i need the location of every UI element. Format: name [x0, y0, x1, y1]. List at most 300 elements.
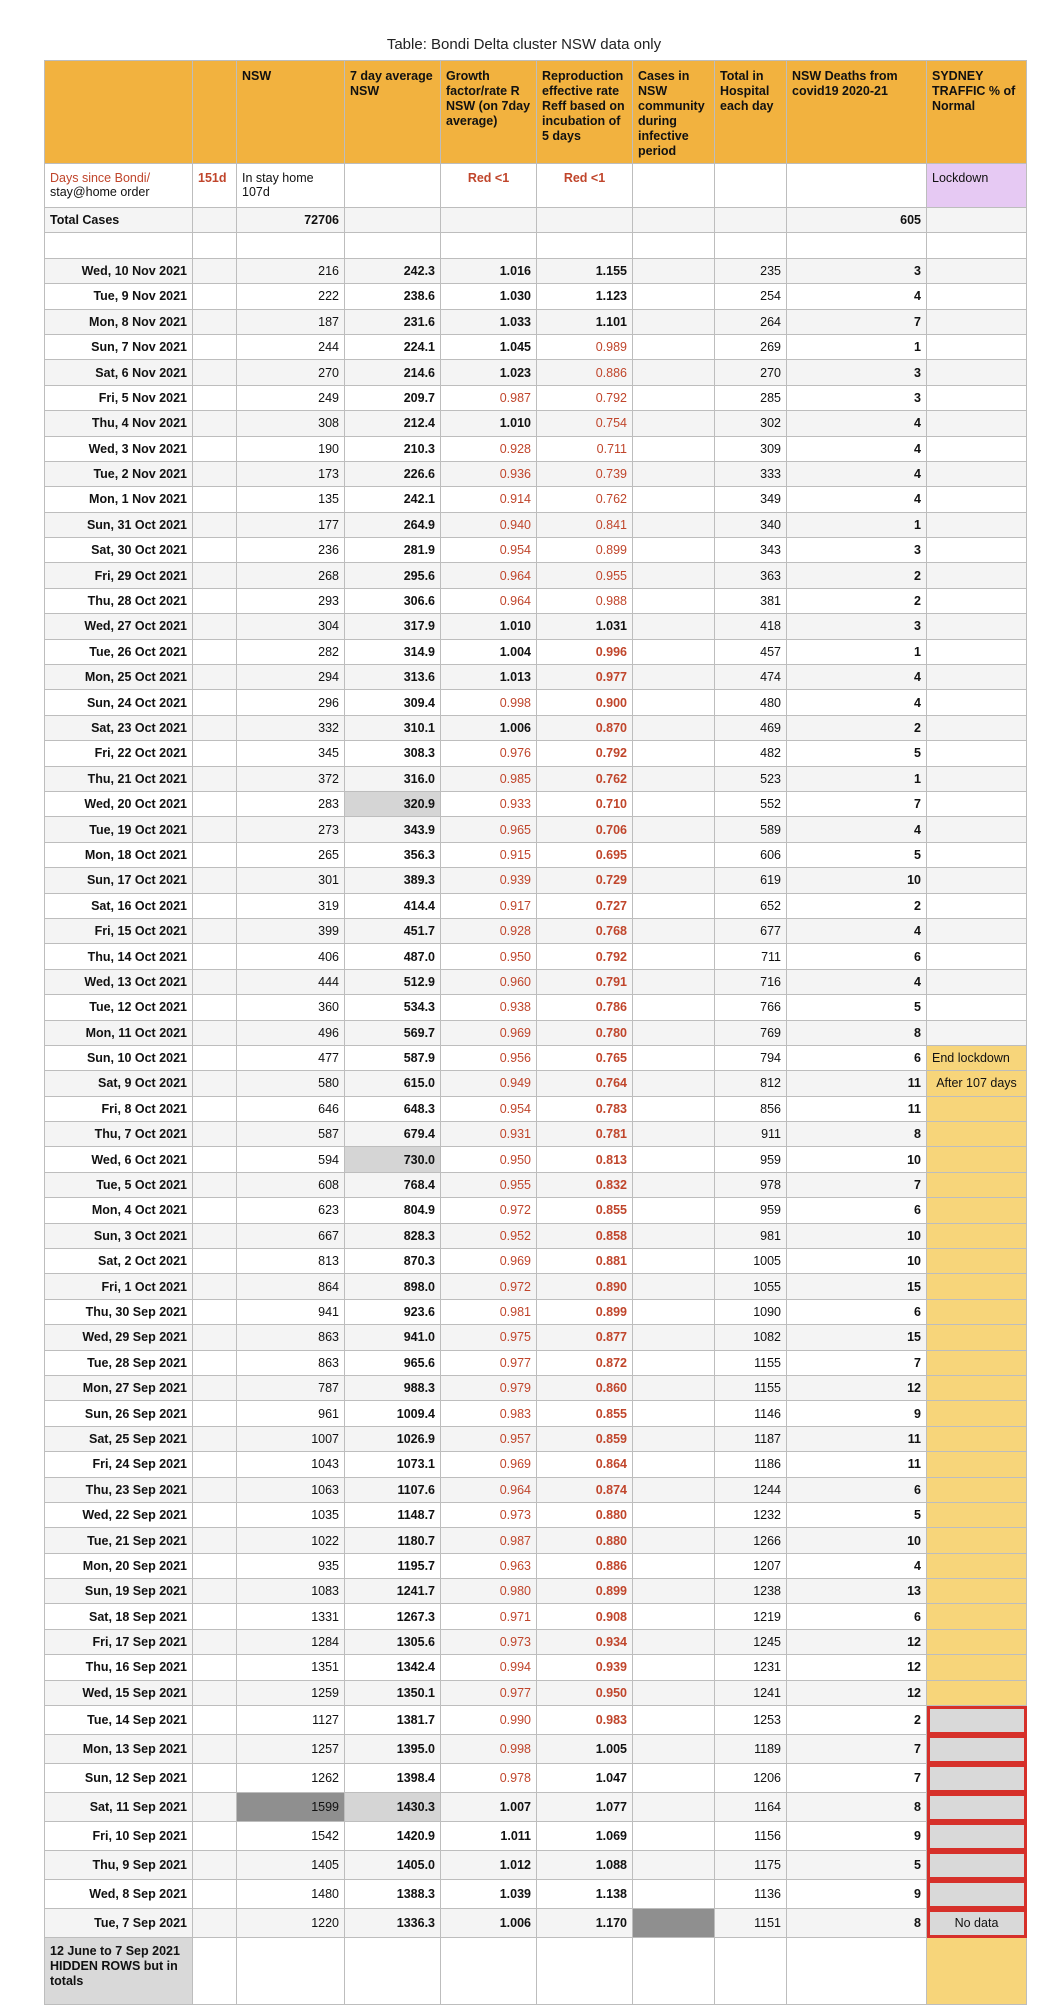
community-cases-cell	[633, 918, 715, 943]
community-cases-cell	[633, 538, 715, 563]
table-row	[45, 893, 1027, 918]
avg-cell: 313.6	[345, 665, 441, 690]
community-cases-cell	[633, 1735, 715, 1764]
date-cell: Mon, 27 Sep 2021	[45, 1375, 193, 1400]
community-cases-cell	[633, 1426, 715, 1451]
community-cases-cell	[633, 1579, 715, 1604]
traffic-cell	[927, 1198, 1027, 1223]
deaths-cell: 7	[787, 1350, 927, 1375]
community-cases-cell	[633, 588, 715, 613]
hospital-cell: 552	[715, 791, 787, 816]
nsw-cases-cell: 1259	[237, 1680, 345, 1705]
header-date	[45, 61, 193, 164]
date-cell: Thu, 4 Nov 2021	[45, 411, 193, 436]
table-row	[45, 563, 1027, 588]
community-cases-cell	[633, 411, 715, 436]
community-cases-cell	[633, 1629, 715, 1654]
reff-cell: 0.710	[537, 791, 633, 816]
deaths-cell: 5	[787, 1851, 927, 1880]
hospital-cell: 812	[715, 1071, 787, 1096]
traffic-cell	[927, 284, 1027, 309]
blank-cell	[193, 411, 237, 436]
date-cell: Fri, 22 Oct 2021	[45, 741, 193, 766]
avg-cell: 209.7	[345, 385, 441, 410]
growth-cell: 0.954	[441, 538, 537, 563]
table-row	[45, 1735, 1027, 1764]
hospital-cell: 343	[715, 538, 787, 563]
nsw-cases-cell: 216	[237, 258, 345, 283]
table-row	[45, 1706, 1027, 1735]
avg-cell: 389.3	[345, 868, 441, 893]
growth-cell: 1.033	[441, 309, 537, 334]
traffic-cell	[927, 1604, 1027, 1629]
growth-cell: 0.994	[441, 1655, 537, 1680]
date-cell: Sun, 7 Nov 2021	[45, 334, 193, 359]
traffic-cell	[927, 1172, 1027, 1197]
date-cell: Wed, 13 Oct 2021	[45, 969, 193, 994]
avg-cell: 242.1	[345, 487, 441, 512]
blank-cell	[193, 538, 237, 563]
growth-cell: 0.973	[441, 1629, 537, 1654]
hospital-cell: 1151	[715, 1909, 787, 1938]
nsw-cases-cell: 1043	[237, 1452, 345, 1477]
avg-cell: 214.6	[345, 360, 441, 385]
traffic-cell	[927, 1452, 1027, 1477]
days-since-rest: stay@home order	[50, 185, 150, 199]
blank-cell	[193, 1122, 237, 1147]
date-cell: Thu, 9 Sep 2021	[45, 1851, 193, 1880]
reff-cell: 0.880	[537, 1502, 633, 1527]
total-label: Total Cases	[45, 208, 193, 233]
date-cell: Wed, 6 Oct 2021	[45, 1147, 193, 1172]
growth-cell: 0.954	[441, 1096, 537, 1121]
avg-cell: 314.9	[345, 639, 441, 664]
blank-cell	[193, 1045, 237, 1070]
reff-cell: 0.792	[537, 741, 633, 766]
hospital-cell: 911	[715, 1122, 787, 1147]
nsw-cases-cell: 187	[237, 309, 345, 334]
hospital-cell: 270	[715, 360, 787, 385]
deaths-cell: 1	[787, 639, 927, 664]
date-cell: Tue, 28 Sep 2021	[45, 1350, 193, 1375]
reff-cell: 0.762	[537, 487, 633, 512]
date-cell: Thu, 23 Sep 2021	[45, 1477, 193, 1502]
nsw-cases-cell: 1542	[237, 1822, 345, 1851]
growth-cell: 1.013	[441, 665, 537, 690]
nsw-cases-cell: 1480	[237, 1880, 345, 1909]
reff-cell: 1.031	[537, 614, 633, 639]
reff-cell: 0.864	[537, 1452, 633, 1477]
blank-cell	[193, 1426, 237, 1451]
deaths-cell: 7	[787, 1764, 927, 1793]
community-cases-cell	[633, 741, 715, 766]
header-nsw: NSW	[237, 61, 345, 164]
hospital-cell: 959	[715, 1198, 787, 1223]
nsw-cases-cell: 319	[237, 893, 345, 918]
deaths-cell: 11	[787, 1452, 927, 1477]
hospital-cell: 264	[715, 309, 787, 334]
community-cases-cell	[633, 1045, 715, 1070]
table-row	[45, 1604, 1027, 1629]
hospital-cell: 269	[715, 334, 787, 359]
reff-cell: 1.101	[537, 309, 633, 334]
table-row	[45, 791, 1027, 816]
growth-cell: 1.004	[441, 639, 537, 664]
avg-cell: 1430.3	[345, 1793, 441, 1822]
table-row	[45, 258, 1027, 283]
nsw-cases-cell: 236	[237, 538, 345, 563]
growth-cell: 0.987	[441, 385, 537, 410]
community-cases-cell	[633, 791, 715, 816]
hospital-cell: 309	[715, 436, 787, 461]
traffic-cell	[927, 1655, 1027, 1680]
nsw-cases-cell: 608	[237, 1172, 345, 1197]
traffic-cell	[927, 868, 1027, 893]
nsw-cases-cell: 301	[237, 868, 345, 893]
stay-home-note: In stay home 107d	[237, 164, 345, 208]
nsw-cases-cell: 1262	[237, 1764, 345, 1793]
blank-cell	[193, 1528, 237, 1553]
growth-cell: 0.949	[441, 1071, 537, 1096]
avg-cell: 1405.0	[345, 1851, 441, 1880]
table-title: Table: Bondi Delta cluster NSW data only	[386, 36, 662, 53]
blank-cell	[193, 487, 237, 512]
date-cell: Sat, 30 Oct 2021	[45, 538, 193, 563]
blank-cell	[193, 1325, 237, 1350]
growth-cell: 0.969	[441, 1452, 537, 1477]
hospital-cell: 794	[715, 1045, 787, 1070]
hospital-cell: 480	[715, 690, 787, 715]
blank-cell	[193, 1249, 237, 1274]
blank-cell	[193, 1299, 237, 1324]
avg-cell: 679.4	[345, 1122, 441, 1147]
community-cases-cell	[633, 944, 715, 969]
avg-cell: 1381.7	[345, 1706, 441, 1735]
table-row	[45, 1477, 1027, 1502]
date-cell: Sat, 16 Oct 2021	[45, 893, 193, 918]
date-cell: Sun, 19 Sep 2021	[45, 1579, 193, 1604]
avg-cell: 295.6	[345, 563, 441, 588]
growth-cell: 0.931	[441, 1122, 537, 1147]
hospital-cell: 677	[715, 918, 787, 943]
avg-cell: 1388.3	[345, 1880, 441, 1909]
reff-cell: 1.123	[537, 284, 633, 309]
community-cases-cell	[633, 1604, 715, 1629]
date-cell: Thu, 14 Oct 2021	[45, 944, 193, 969]
growth-cell: 0.998	[441, 690, 537, 715]
nsw-cases-cell: 1284	[237, 1629, 345, 1654]
reff-cell: 0.881	[537, 1249, 633, 1274]
traffic-cell	[927, 487, 1027, 512]
date-cell: Tue, 21 Sep 2021	[45, 1528, 193, 1553]
avg-cell: 356.3	[345, 842, 441, 867]
traffic-cell	[927, 360, 1027, 385]
table-row	[45, 1172, 1027, 1197]
reff-cell: 0.899	[537, 1299, 633, 1324]
table-row	[45, 690, 1027, 715]
traffic-cell	[927, 385, 1027, 410]
deaths-cell: 8	[787, 1122, 927, 1147]
nsw-cases-cell: 587	[237, 1122, 345, 1147]
growth-cell: 0.980	[441, 1579, 537, 1604]
traffic-cell	[927, 588, 1027, 613]
reff-cell: 0.988	[537, 588, 633, 613]
deaths-cell: 6	[787, 1477, 927, 1502]
traffic-cell	[927, 538, 1027, 563]
traffic-cell	[927, 411, 1027, 436]
nsw-cases-cell: 332	[237, 715, 345, 740]
table-row	[45, 944, 1027, 969]
blank-cell	[193, 461, 237, 486]
reff-cell: 0.764	[537, 1071, 633, 1096]
date-cell: Wed, 15 Sep 2021	[45, 1680, 193, 1705]
traffic-cell	[927, 1096, 1027, 1121]
growth-cell: 0.917	[441, 893, 537, 918]
avg-cell: 804.9	[345, 1198, 441, 1223]
blank-cell	[193, 1553, 237, 1578]
nsw-cases-cell: 1083	[237, 1579, 345, 1604]
blank-cell	[193, 1020, 237, 1045]
date-cell: Mon, 25 Oct 2021	[45, 665, 193, 690]
header-reff: Reproduction effective rate Reff based on incubation of 5 days	[537, 61, 633, 164]
date-cell: Sun, 24 Oct 2021	[45, 690, 193, 715]
deaths-cell: 7	[787, 1172, 927, 1197]
community-cases-cell	[633, 1680, 715, 1705]
deaths-cell: 9	[787, 1401, 927, 1426]
traffic-cell	[927, 436, 1027, 461]
header-hospital: Total in Hospital each day	[715, 61, 787, 164]
avg-cell: 1148.7	[345, 1502, 441, 1527]
hospital-cell: 1253	[715, 1706, 787, 1735]
community-cases-cell	[633, 284, 715, 309]
traffic-cell	[927, 1629, 1027, 1654]
reff-cell: 0.890	[537, 1274, 633, 1299]
table-row	[45, 1764, 1027, 1793]
blank-cell	[193, 1502, 237, 1527]
date-cell: Tue, 2 Nov 2021	[45, 461, 193, 486]
traffic-cell	[927, 1579, 1027, 1604]
avg-cell: 1073.1	[345, 1452, 441, 1477]
blank-cell	[193, 1375, 237, 1400]
days-count: 151d	[193, 164, 237, 208]
community-cases-cell	[633, 385, 715, 410]
empty-cell	[193, 208, 237, 233]
growth-cell: 1.023	[441, 360, 537, 385]
traffic-cell	[927, 1375, 1027, 1400]
deaths-cell: 4	[787, 284, 927, 309]
table-row	[45, 1350, 1027, 1375]
table-row	[45, 614, 1027, 639]
deaths-cell: 6	[787, 1198, 927, 1223]
blank-cell	[193, 817, 237, 842]
header-traffic: SYDNEY TRAFFIC % of Normal	[927, 61, 1027, 164]
date-cell: Sat, 9 Oct 2021	[45, 1071, 193, 1096]
avg-cell: 212.4	[345, 411, 441, 436]
header-row	[45, 61, 1027, 164]
avg-cell: 569.7	[345, 1020, 441, 1045]
date-cell: Sun, 10 Oct 2021	[45, 1045, 193, 1070]
date-cell: Wed, 20 Oct 2021	[45, 791, 193, 816]
blank-cell	[193, 1452, 237, 1477]
nsw-cases-cell: 249	[237, 385, 345, 410]
deaths-cell: 2	[787, 715, 927, 740]
blank-cell	[193, 1793, 237, 1822]
hospital-cell: 1231	[715, 1655, 787, 1680]
table-row	[45, 360, 1027, 385]
nsw-cases-cell: 646	[237, 1096, 345, 1121]
growth-cell: 0.939	[441, 868, 537, 893]
community-cases-cell	[633, 1122, 715, 1147]
nsw-cases-cell: 282	[237, 639, 345, 664]
blank-cell	[193, 1604, 237, 1629]
community-cases-cell	[633, 1350, 715, 1375]
reff-cell: 0.900	[537, 690, 633, 715]
traffic-cell	[927, 766, 1027, 791]
reff-cell: 0.832	[537, 1172, 633, 1197]
reff-cell: 0.983	[537, 1706, 633, 1735]
nsw-cases-cell: 283	[237, 791, 345, 816]
avg-cell: 1180.7	[345, 1528, 441, 1553]
deaths-cell: 15	[787, 1274, 927, 1299]
table-row	[45, 868, 1027, 893]
reff-cell: 0.874	[537, 1477, 633, 1502]
community-cases-cell	[633, 1147, 715, 1172]
nsw-cases-cell: 813	[237, 1249, 345, 1274]
reff-cell: 0.783	[537, 1096, 633, 1121]
deaths-cell: 4	[787, 461, 927, 486]
blank-cell	[193, 563, 237, 588]
nsw-cases-cell: 308	[237, 411, 345, 436]
reff-cell: 0.977	[537, 665, 633, 690]
growth-cell: 0.998	[441, 1735, 537, 1764]
deaths-cell: 2	[787, 588, 927, 613]
community-cases-cell	[633, 360, 715, 385]
growth-cell: 0.960	[441, 969, 537, 994]
community-cases-cell	[633, 715, 715, 740]
date-cell: Fri, 24 Sep 2021	[45, 1452, 193, 1477]
blank-cell	[193, 284, 237, 309]
blank-cell	[193, 1477, 237, 1502]
table-row	[45, 1274, 1027, 1299]
growth-cell: 1.007	[441, 1793, 537, 1822]
reff-cell: 1.069	[537, 1822, 633, 1851]
empty-cell	[345, 208, 441, 233]
hospital-cell: 1082	[715, 1325, 787, 1350]
reff-cell: 0.786	[537, 995, 633, 1020]
nsw-cases-cell: 863	[237, 1325, 345, 1350]
avg-cell: 941.0	[345, 1325, 441, 1350]
traffic-cell	[927, 639, 1027, 664]
deaths-cell: 8	[787, 1020, 927, 1045]
reff-cell: 0.711	[537, 436, 633, 461]
traffic-cell	[927, 1223, 1027, 1248]
reff-cell: 0.934	[537, 1629, 633, 1654]
blank-cell	[193, 1198, 237, 1223]
avg-cell: 1342.4	[345, 1655, 441, 1680]
date-cell: Sat, 11 Sep 2021	[45, 1793, 193, 1822]
deaths-cell: 4	[787, 1553, 927, 1578]
table-row	[45, 918, 1027, 943]
blank-cell	[193, 791, 237, 816]
avg-cell: 768.4	[345, 1172, 441, 1197]
avg-cell: 414.4	[345, 893, 441, 918]
blank-cell	[193, 1096, 237, 1121]
blank-cell	[193, 1822, 237, 1851]
deaths-cell: 7	[787, 791, 927, 816]
hospital-cell: 1156	[715, 1822, 787, 1851]
avg-cell: 1026.9	[345, 1426, 441, 1451]
traffic-cell	[927, 563, 1027, 588]
date-cell: Mon, 13 Sep 2021	[45, 1735, 193, 1764]
hospital-cell: 235	[715, 258, 787, 283]
community-cases-cell	[633, 1655, 715, 1680]
growth-cell: 0.981	[441, 1299, 537, 1324]
table-row	[45, 1553, 1027, 1578]
deaths-cell: 9	[787, 1880, 927, 1909]
table-row	[45, 1793, 1027, 1822]
reff-cell: 0.886	[537, 360, 633, 385]
deaths-cell: 12	[787, 1629, 927, 1654]
traffic-cell	[927, 1822, 1027, 1851]
reff-cell: 0.754	[537, 411, 633, 436]
nsw-cases-cell: 1351	[237, 1655, 345, 1680]
deaths-cell: 8	[787, 1793, 927, 1822]
deaths-cell: 10	[787, 868, 927, 893]
blank-cell	[193, 766, 237, 791]
blank-cell	[193, 893, 237, 918]
reff-cell: 1.005	[537, 1735, 633, 1764]
community-cases-cell	[633, 1528, 715, 1553]
nsw-cases-cell: 273	[237, 817, 345, 842]
reff-cell: 0.768	[537, 918, 633, 943]
reff-cell: 0.996	[537, 639, 633, 664]
growth-cell: 0.950	[441, 1147, 537, 1172]
nsw-cases-cell: 173	[237, 461, 345, 486]
reff-cell: 1.170	[537, 1909, 633, 1938]
community-cases-cell	[633, 1299, 715, 1324]
hospital-cell: 1206	[715, 1764, 787, 1793]
hospital-cell: 1232	[715, 1502, 787, 1527]
traffic-cell	[927, 1274, 1027, 1299]
deaths-cell: 12	[787, 1680, 927, 1705]
traffic-cell	[927, 842, 1027, 867]
avg-cell: 965.6	[345, 1350, 441, 1375]
traffic-cell	[927, 1299, 1027, 1324]
table-row	[45, 969, 1027, 994]
date-cell: Sat, 25 Sep 2021	[45, 1426, 193, 1451]
deaths-cell: 11	[787, 1071, 927, 1096]
table-row	[45, 1223, 1027, 1248]
table-row	[45, 1045, 1027, 1070]
hospital-cell: 1245	[715, 1629, 787, 1654]
reff-cell: 0.870	[537, 715, 633, 740]
blank-cell	[193, 969, 237, 994]
community-cases-cell	[633, 1452, 715, 1477]
date-cell: Mon, 1 Nov 2021	[45, 487, 193, 512]
date-cell: Sat, 18 Sep 2021	[45, 1604, 193, 1629]
hospital-cell: 981	[715, 1223, 787, 1248]
table-row	[45, 461, 1027, 486]
blank-cell	[193, 639, 237, 664]
nsw-cases-cell: 1599	[237, 1793, 345, 1822]
community-cases-cell	[633, 614, 715, 639]
hospital-cell: 1241	[715, 1680, 787, 1705]
table-row	[45, 1375, 1027, 1400]
deaths-cell: 8	[787, 1909, 927, 1938]
empty-cell	[537, 208, 633, 233]
table-row	[45, 284, 1027, 309]
days-since-red: Days since Bondi/	[50, 171, 151, 185]
